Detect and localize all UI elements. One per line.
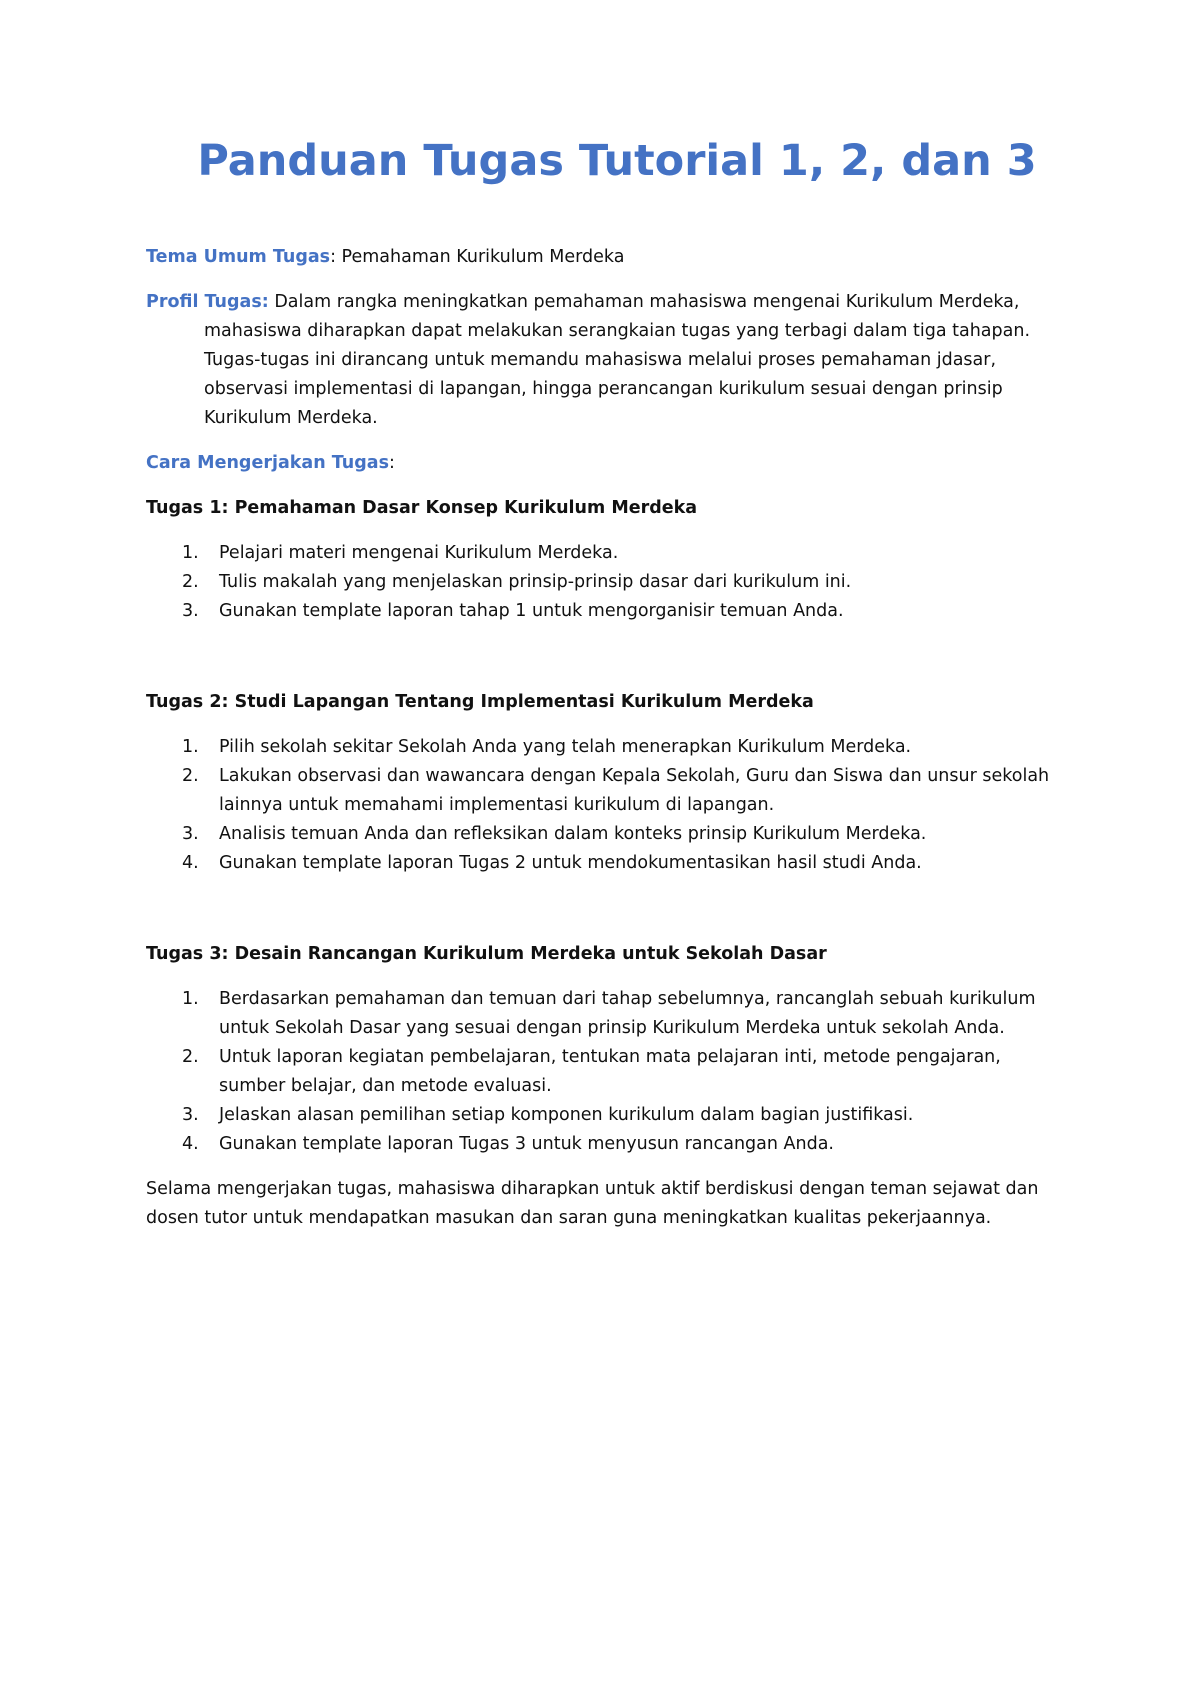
list-text: Pelajari materi mengenai Kurikulum Merdeka.: [219, 543, 619, 563]
closing-paragraph: Selama mengerjakan tugas, mahasiswa diharapkan untuk aktif berdiskusi dengan teman sejawat dan dosen tutor untuk mendapatkan masukan dan saran guna meningkatkan kualitas pekerjaannya.: [146, 1179, 1039, 1228]
tugas1-heading: Tugas 1: Pemahaman Dasar Konsep Kurikulum Merdeka: [146, 498, 698, 518]
list-number: 1.: [182, 737, 199, 757]
list-number: 3.: [182, 1105, 199, 1125]
tugas2-list: [146, 733, 1066, 878]
tema-paragraph: [146, 243, 1066, 272]
list-item: [146, 568, 1066, 597]
list-text: Gunakan template laporan Tugas 3 untuk menyusun rancangan Anda.: [219, 1134, 834, 1154]
list-number: 2.: [182, 766, 199, 786]
section-spacer: [146, 878, 1066, 940]
list-item: [146, 1101, 1066, 1130]
profil-label: Profil Tugas:: [146, 292, 269, 312]
section-spacer: [146, 626, 1066, 688]
page-title: Panduan Tugas Tutorial 1, 2, dan 3: [197, 136, 1037, 186]
document-body: [146, 243, 1066, 1233]
cara-colon: :: [388, 453, 395, 473]
list-number: 3.: [182, 601, 199, 621]
list-text: Analisis temuan Anda dan refleksikan dalam konteks prinsip Kurikulum Merdeka.: [219, 824, 927, 844]
list-number: 1.: [182, 543, 199, 563]
list-text: Gunakan template laporan tahap 1 untuk mengorganisir temuan Anda.: [219, 601, 844, 621]
list-item: [146, 849, 1066, 878]
list-text: Berdasarkan pemahaman dan temuan dari tahap sebelumnya, rancanglah sebuah kurikulum untuk Sekolah Dasar yang sesuai dengan prinsip Kurikulum Merdeka untuk sekolah Anda.: [219, 989, 1036, 1038]
section-spacer: [146, 1159, 1066, 1175]
list-number: 2.: [182, 572, 199, 592]
tema-label: Tema Umum Tugas: [146, 247, 331, 267]
cara-paragraph: [146, 449, 1066, 478]
list-number: 2.: [182, 1047, 199, 1067]
tema-value: Pemahaman Kurikulum Merdeka: [335, 247, 625, 267]
list-number: 4.: [182, 1134, 199, 1154]
list-item: [146, 1043, 1066, 1101]
cara-label: Cara Mengerjakan Tugas: [146, 453, 389, 473]
list-text: Untuk laporan kegiatan pembelajaran, tentukan mata pelajaran inti, metode pengajaran, sumber belajar, dan metode evaluasi.: [219, 1047, 1001, 1096]
profil-paragraph: [146, 288, 1066, 433]
list-item: [146, 1130, 1066, 1159]
list-item: [146, 597, 1066, 626]
profil-text: Dalam rangka meningkatkan pemahaman mahasiswa mengenai Kurikulum Merdeka, mahasiswa diharapkan dapat melakukan serangkaian tugas yang terbagi dalam tiga tahapan. Tugas-tugas ini dirancang untuk memandu mahasiswa melalui proses pemahaman jdasar, observasi implementasi di lapangan, hingga perancangan kurikulum sesuai dengan prinsip Kurikulum Merdeka.: [204, 292, 1031, 428]
tugas1-list: [146, 539, 1066, 626]
list-number: 4.: [182, 853, 199, 873]
list-number: 1.: [182, 989, 199, 1009]
list-item: [146, 762, 1066, 820]
list-item: [146, 985, 1066, 1043]
list-item: [146, 820, 1066, 849]
list-item: [146, 539, 1066, 568]
tema-colon: :: [330, 247, 336, 267]
list-text: Pilih sekolah sekitar Sekolah Anda yang telah menerapkan Kurikulum Merdeka.: [219, 737, 912, 757]
list-number: 3.: [182, 824, 199, 844]
tugas2-heading: Tugas 2: Studi Lapangan Tentang Implementasi Kurikulum Merdeka: [146, 692, 814, 712]
list-text: Gunakan template laporan Tugas 2 untuk mendokumentasikan hasil studi Anda.: [219, 853, 922, 873]
list-text: Lakukan observasi dan wawancara dengan Kepala Sekolah, Guru dan Siswa dan unsur sekolah lainnya untuk memahami implementasi kurikulum di lapangan.: [219, 766, 1050, 815]
list-item: [146, 733, 1066, 762]
tugas3-heading: Tugas 3: Desain Rancangan Kurikulum Merdeka untuk Sekolah Dasar: [146, 944, 827, 964]
list-text: Jelaskan alasan pemilihan setiap komponen kurikulum dalam bagian justifikasi.: [219, 1105, 914, 1125]
list-text: Tulis makalah yang menjelaskan prinsip-prinsip dasar dari kurikulum ini.: [219, 572, 852, 592]
tugas3-list: [146, 985, 1066, 1159]
